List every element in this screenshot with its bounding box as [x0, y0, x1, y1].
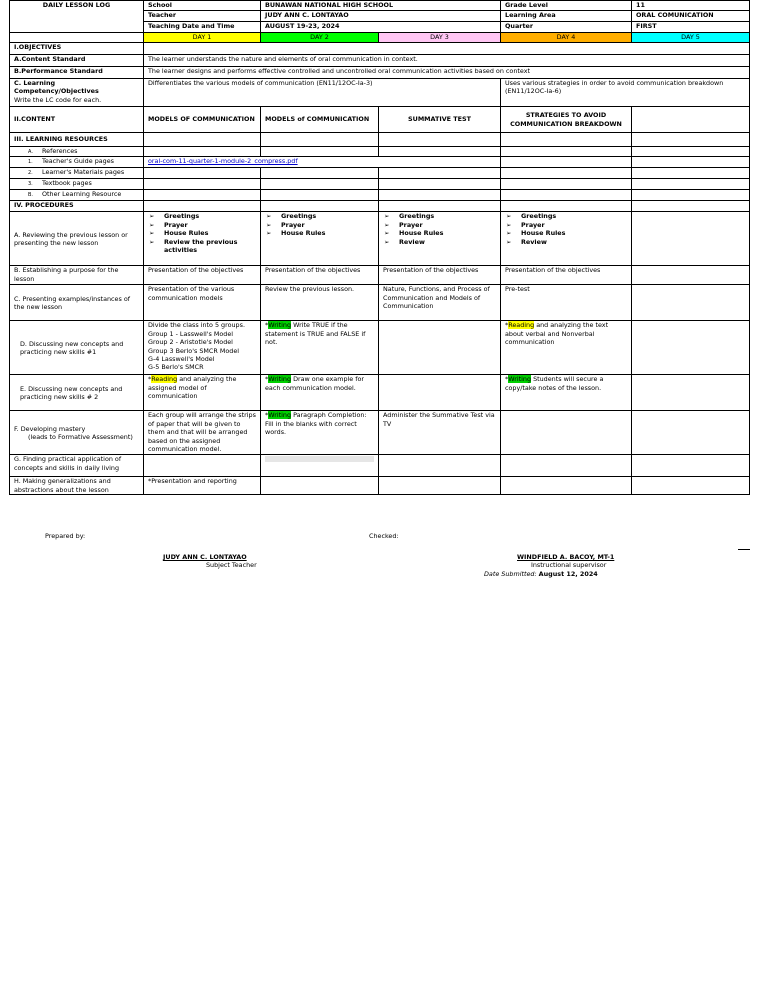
checked-label: Checked:	[369, 532, 399, 540]
writing-tag: Writing	[268, 375, 292, 384]
proc-e-label: E. Discussing new concepts and practicing new skills # 2	[10, 375, 144, 411]
proc-h-label: H. Making generalizations and abstractions about the lesson	[10, 477, 144, 495]
list-item: ➢ Prayer	[265, 221, 374, 229]
list-item: ➢ Review the previous activities	[148, 238, 256, 255]
list-item: ➢ Greetings	[383, 212, 496, 220]
dll-title: DAILY LESSON LOG	[10, 1, 144, 33]
resources-heading: III. LEARNING RESOURCES	[10, 133, 144, 147]
writing-tag: Writing	[508, 375, 532, 384]
reading-tag: Reading	[508, 321, 535, 330]
daily-lesson-log	[9, 0, 749, 495]
list-item: ➢ Review	[505, 238, 627, 246]
proc-f-label: F. Developing mastery (leads to Formative Assessment)	[10, 411, 144, 455]
date-label: Teaching Date and Time	[144, 22, 261, 33]
content-day2: MODELS of COMMUNICATION	[261, 107, 379, 133]
proc-a-day1	[144, 212, 261, 266]
proc-b-day1: Presentation of the objectives	[144, 266, 261, 285]
teacher-label: Teacher	[144, 11, 261, 22]
proc-f-day2: *Writing Paragraph Completion: Fill in the blanks with correct words.	[261, 411, 379, 455]
proc-d-day1: Divide the class into 5 groups. Group 1 - Lasswell's Model Group 2 - Aristotle's Model Group 3 Berlo's SMCR Model G-4 Lasswell's Model G-5 Berlo's SMCR	[144, 321, 261, 375]
list-item: ➢ House Rules	[505, 229, 627, 237]
day-2-header: DAY 2	[261, 33, 379, 43]
day-4-header: DAY 4	[501, 33, 632, 43]
gray-bar	[265, 456, 374, 462]
area-value: ORAL COMUNICATION	[632, 11, 750, 22]
resource-link[interactable]: oral-com-11-quarter-1-module-2_compress.pdf	[148, 157, 298, 166]
proc-f-day1: Each group will arrange the strips of paper that will be given to them and that will be arranged based on the assigned communication model.	[144, 411, 261, 455]
grade-label: Grade Level	[501, 1, 632, 11]
content-standard-text: The learner understands the nature and elements of oral communication in context.	[144, 55, 750, 67]
proc-e-day2: *Writing Draw one example for each communication model.	[261, 375, 379, 411]
references-label: A. References	[10, 147, 144, 157]
proc-a-day4	[501, 212, 632, 266]
performance-standard-text: The learner designs and performs effective controlled and uncontrolled oral communication activities based on context	[144, 67, 750, 79]
date-submitted: Date Submitted: August 12, 2024	[484, 570, 598, 578]
proc-c-label: C. Presenting examples/instances of the new lesson	[10, 285, 144, 321]
divider	[738, 549, 750, 550]
supervisor-signature-name: WINDFIELD A. BACOY, MT-1	[517, 553, 615, 561]
proc-h-day1: *Presentation and reporting	[144, 477, 261, 495]
proc-a-day3	[379, 212, 501, 266]
list-item: ➢ Greetings	[148, 212, 256, 220]
list-item: ➢ Greetings	[265, 212, 374, 220]
competency-cell	[10, 79, 144, 107]
proc-a-label: A. Reviewing the previous lesson or presenting the new lesson	[10, 212, 144, 266]
proc-d-label: D. Discussing new concepts and practicing new skills #1	[10, 321, 144, 375]
proc-b-label: B. Establishing a purpose for the lesson	[10, 266, 144, 285]
reading-tag: Reading	[151, 375, 178, 384]
textbook-pages-label: 3. Textbook pages	[10, 179, 144, 190]
proc-e-day1: *Reading and analyzing the assigned model of communication	[144, 375, 261, 411]
list-item: ➢ Greetings	[505, 212, 627, 220]
list-item: ➢ Prayer	[383, 221, 496, 229]
list-item: ➢ Prayer	[148, 221, 256, 229]
objectives-heading: I.OBJECTIVES	[10, 43, 144, 55]
day-header-blank	[10, 33, 144, 43]
content-day4: STRATEGIES TO AVOID COMMUNICATION BREAKDOWN	[501, 107, 632, 133]
school-value: BUNAWAN NATIONAL HIGH SCHOOL	[261, 1, 501, 11]
competency-text-2: Uses various strategies in order to avoid communication breakdown (EN11/12OC-Ia-6)	[501, 79, 750, 107]
quarter-label: Quarter	[501, 22, 632, 33]
proc-b-day3: Presentation of the objectives	[379, 266, 501, 285]
performance-standard-label: B.Performance Standard	[10, 67, 144, 79]
date-value: AUGUST 19-23, 2024	[261, 22, 501, 33]
school-label: School	[144, 1, 261, 11]
competency-text-1: Differentiates the various models of communication (EN11/12OC-Ia-3)	[144, 79, 501, 107]
proc-c-day1: Presentation of the various communication models	[144, 285, 261, 321]
competency-label: C. Learning Competency/Objectives	[14, 79, 99, 96]
quarter-value: FIRST	[632, 22, 750, 33]
proc-g-label: G. Finding practical application of concepts and skills in daily living	[10, 455, 144, 477]
teachers-guide-label: 1. Teacher's Guide pages	[10, 157, 144, 168]
writing-tag: Writing	[268, 411, 292, 420]
proc-c-day4: Pre-test	[501, 285, 632, 321]
procedures-heading: IV. PROCEDURES	[10, 201, 144, 212]
day-3-header: DAY 3	[379, 33, 501, 43]
grade-value: 11	[632, 1, 750, 11]
writing-tag: Writing	[268, 321, 292, 330]
learners-materials-label: 2. Learner's Materials pages	[10, 168, 144, 179]
competency-note: Write the LC code for each.	[14, 95, 102, 104]
content-day3: SUMMATIVE TEST	[379, 107, 501, 133]
day-5-header: DAY 5	[632, 33, 750, 43]
teacher-signature-role: Subject Teacher	[206, 561, 257, 569]
proc-a-day2	[261, 212, 379, 266]
supervisor-signature-role: Instructional supervisor	[531, 561, 607, 569]
proc-e-day4: *Writing Students will secure a copy/take notes of the lesson.	[501, 375, 632, 411]
other-resource-label: B. Other Learning Resource	[10, 190, 144, 201]
proc-b-day4: Presentation of the objectives	[501, 266, 632, 285]
content-standard-label: A.Content Standard	[10, 55, 144, 67]
list-item: ➢ House Rules	[265, 229, 374, 237]
prepared-label: Prepared by:	[45, 532, 86, 540]
resource-link-cell	[144, 157, 501, 168]
list-item: ➢ House Rules	[148, 229, 256, 237]
proc-f-day3: Administer the Summative Test via TV	[379, 411, 501, 455]
content-day1: MODELS OF COMMUNICATION	[144, 107, 261, 133]
day-1-header: DAY 1	[144, 33, 261, 43]
teacher-value: JUDY ANN C. LONTAYAO	[261, 11, 501, 22]
list-item: ➢ House Rules	[383, 229, 496, 237]
proc-b-day2: Presentation of the objectives	[261, 266, 379, 285]
proc-d-day2: *Writing Write TRUE if the statement is TRUE and FALSE if not.	[261, 321, 379, 375]
lesson-log-table	[9, 0, 750, 495]
list-item: ➢ Prayer	[505, 221, 627, 229]
list-item: ➢ Review	[383, 238, 496, 246]
content-label: II.CONTENT	[10, 107, 144, 133]
proc-c-day3: Nature, Functions, and Process of Communication and Models of Communication	[379, 285, 501, 321]
proc-d-day4: *Reading and analyzing the text about verbal and Nonverbal communication	[501, 321, 632, 375]
area-label: Learning Area	[501, 11, 632, 22]
teacher-signature-name: JUDY ANN C. LONTAYAO	[163, 553, 247, 561]
proc-c-day2: Review the previous lesson.	[261, 285, 379, 321]
